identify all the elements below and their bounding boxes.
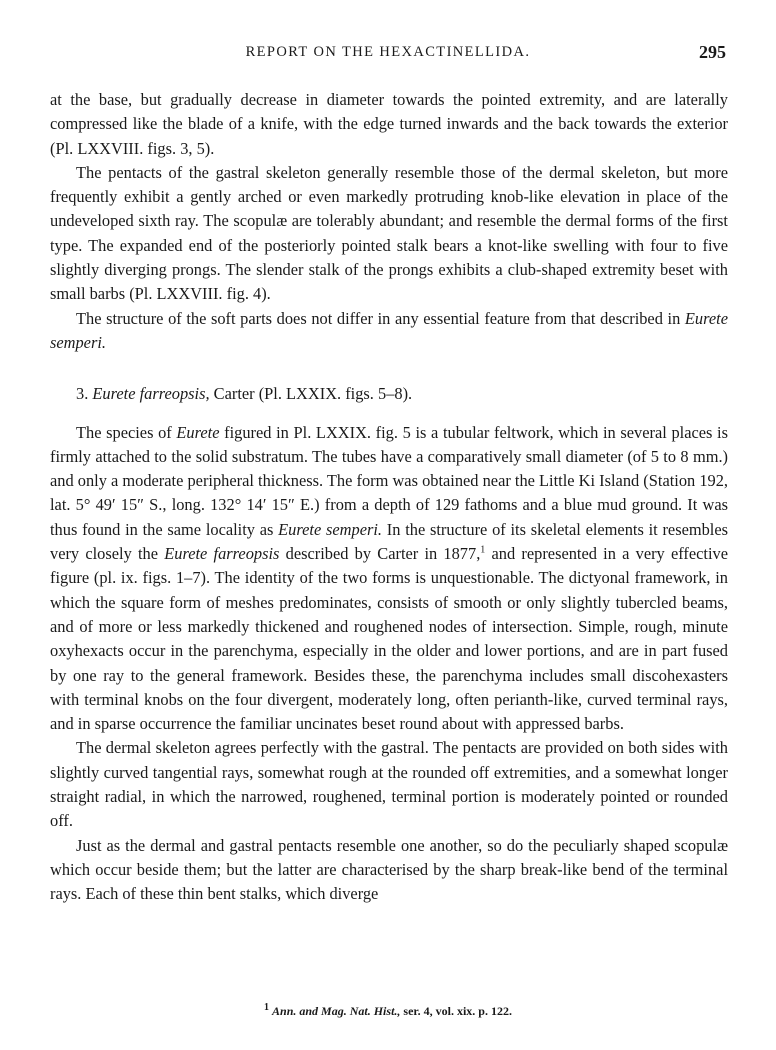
footnote-journal: Ann. and Mag. Nat. Hist.,	[272, 1004, 401, 1018]
body-text	[50, 88, 728, 907]
species-name: Eurete semperi.	[50, 308, 728, 352]
paragraph-continuation: at the base, but gradually decrease in diameter towards the pointed extremity, and are laterally compressed like the blade of a knife, with the edge turned inwards and the back towards the exterior (Pl. LXXVIII. figs. 3, 5).	[50, 90, 728, 158]
section-heading	[76, 382, 728, 406]
paragraph-species-description: The species of Eurete figured in Pl. LXXIX. fig. 5 is a tubular feltwork, which in several places is firmly attached to the solid substratum. The tubes have a comparatively small diameter (of 5 to 8 mm.) and only a moderate peripheral thickness. The form was obtained near the Little Ki Island (Station 192, lat. 5° 49′ 15″ S., long. 132° 14′ 15″ E.) from a depth of 129 fathoms and a blue mud ground. It was thus found in the same locality as Eurete semperi. In the structure of its skeletal elements it resembles very closely the Eurete farreopsis described by Carter in 1877,$^1$ and represented in a very effective figure (pl. ix. figs. 1–7). The identity of the two forms is unquestionable. The dictyonal framework, in which the square form of meshes predominates, consists of smooth or only slightly tubercled beams, and of more or less markedly thickened and roughened nodes of intersection. Simple, rough, minute oxyhexacts occur in the parenchyma, especially in the older and lower portions, and are in part fused by one ray to the general framework. Besides these, the parenchyma includes small discohexasters with terminal knobs on the four divergent, moderately long, often perianth-like, curved terminal rays, and in sparse occurrence the familiar uncinates beset round about with appressed barbs.	[50, 422, 728, 734]
footnote	[0, 1004, 776, 1019]
paragraph-scopulae: Just as the dermal and gastral pentacts resemble one another, so do the peculiarly shaped scopulæ which occur beside them; but the latter are characterised by the sharp break-like bend of the terminal rays. Each of these thin bent stalks, which diverge	[50, 835, 728, 904]
footnote-reference: 1	[480, 544, 486, 556]
paragraph-soft-parts: The structure of the soft parts does not differ in any essential feature from that described in Eurete semperi.	[50, 308, 728, 352]
paragraph-dermal-skeleton: The dermal skeleton agrees perfectly with the gastral. The pentacts are provided on both sides with slightly curved tangential rays, somewhat rough at the rounded off extremities, and a somewhat longer straight radial, in which the narrowed, roughened, terminal portion is moderately pointed or rounded off.	[50, 738, 728, 831]
running-title: REPORT ON THE HEXACTINELLIDA.	[245, 44, 531, 60]
footnote-ref: ser. 4, vol. xix. p. 122.	[403, 1004, 512, 1018]
paragraph-gastral-pentacts: The pentacts of the gastral skeleton generally resemble those of the dermal skeleton, but more frequently exhibit a gently arched or even markedly protruding knob-like elevation in place of the undeveloped sixth ray. The scopulæ are tolerably abundant; and resemble the dermal forms of the first type. The expanded end of the posteriorly pointed stalk bears a knot-like swelling with four to five slightly diverging prongs. The slender stalk of the prongs exhibits a club-shaped extremity beset with small barbs (Pl. LXXVIII. fig. 4).	[50, 162, 728, 304]
footnote-marker: 1	[264, 1002, 270, 1013]
section-citation: Carter (Pl. LXXIX. figs. 5–8).	[213, 384, 413, 404]
section-species: Eurete farreopsis,	[92, 384, 210, 404]
page-number: 295	[699, 42, 726, 62]
page-header	[50, 44, 726, 66]
section-number: 3.	[76, 384, 89, 404]
